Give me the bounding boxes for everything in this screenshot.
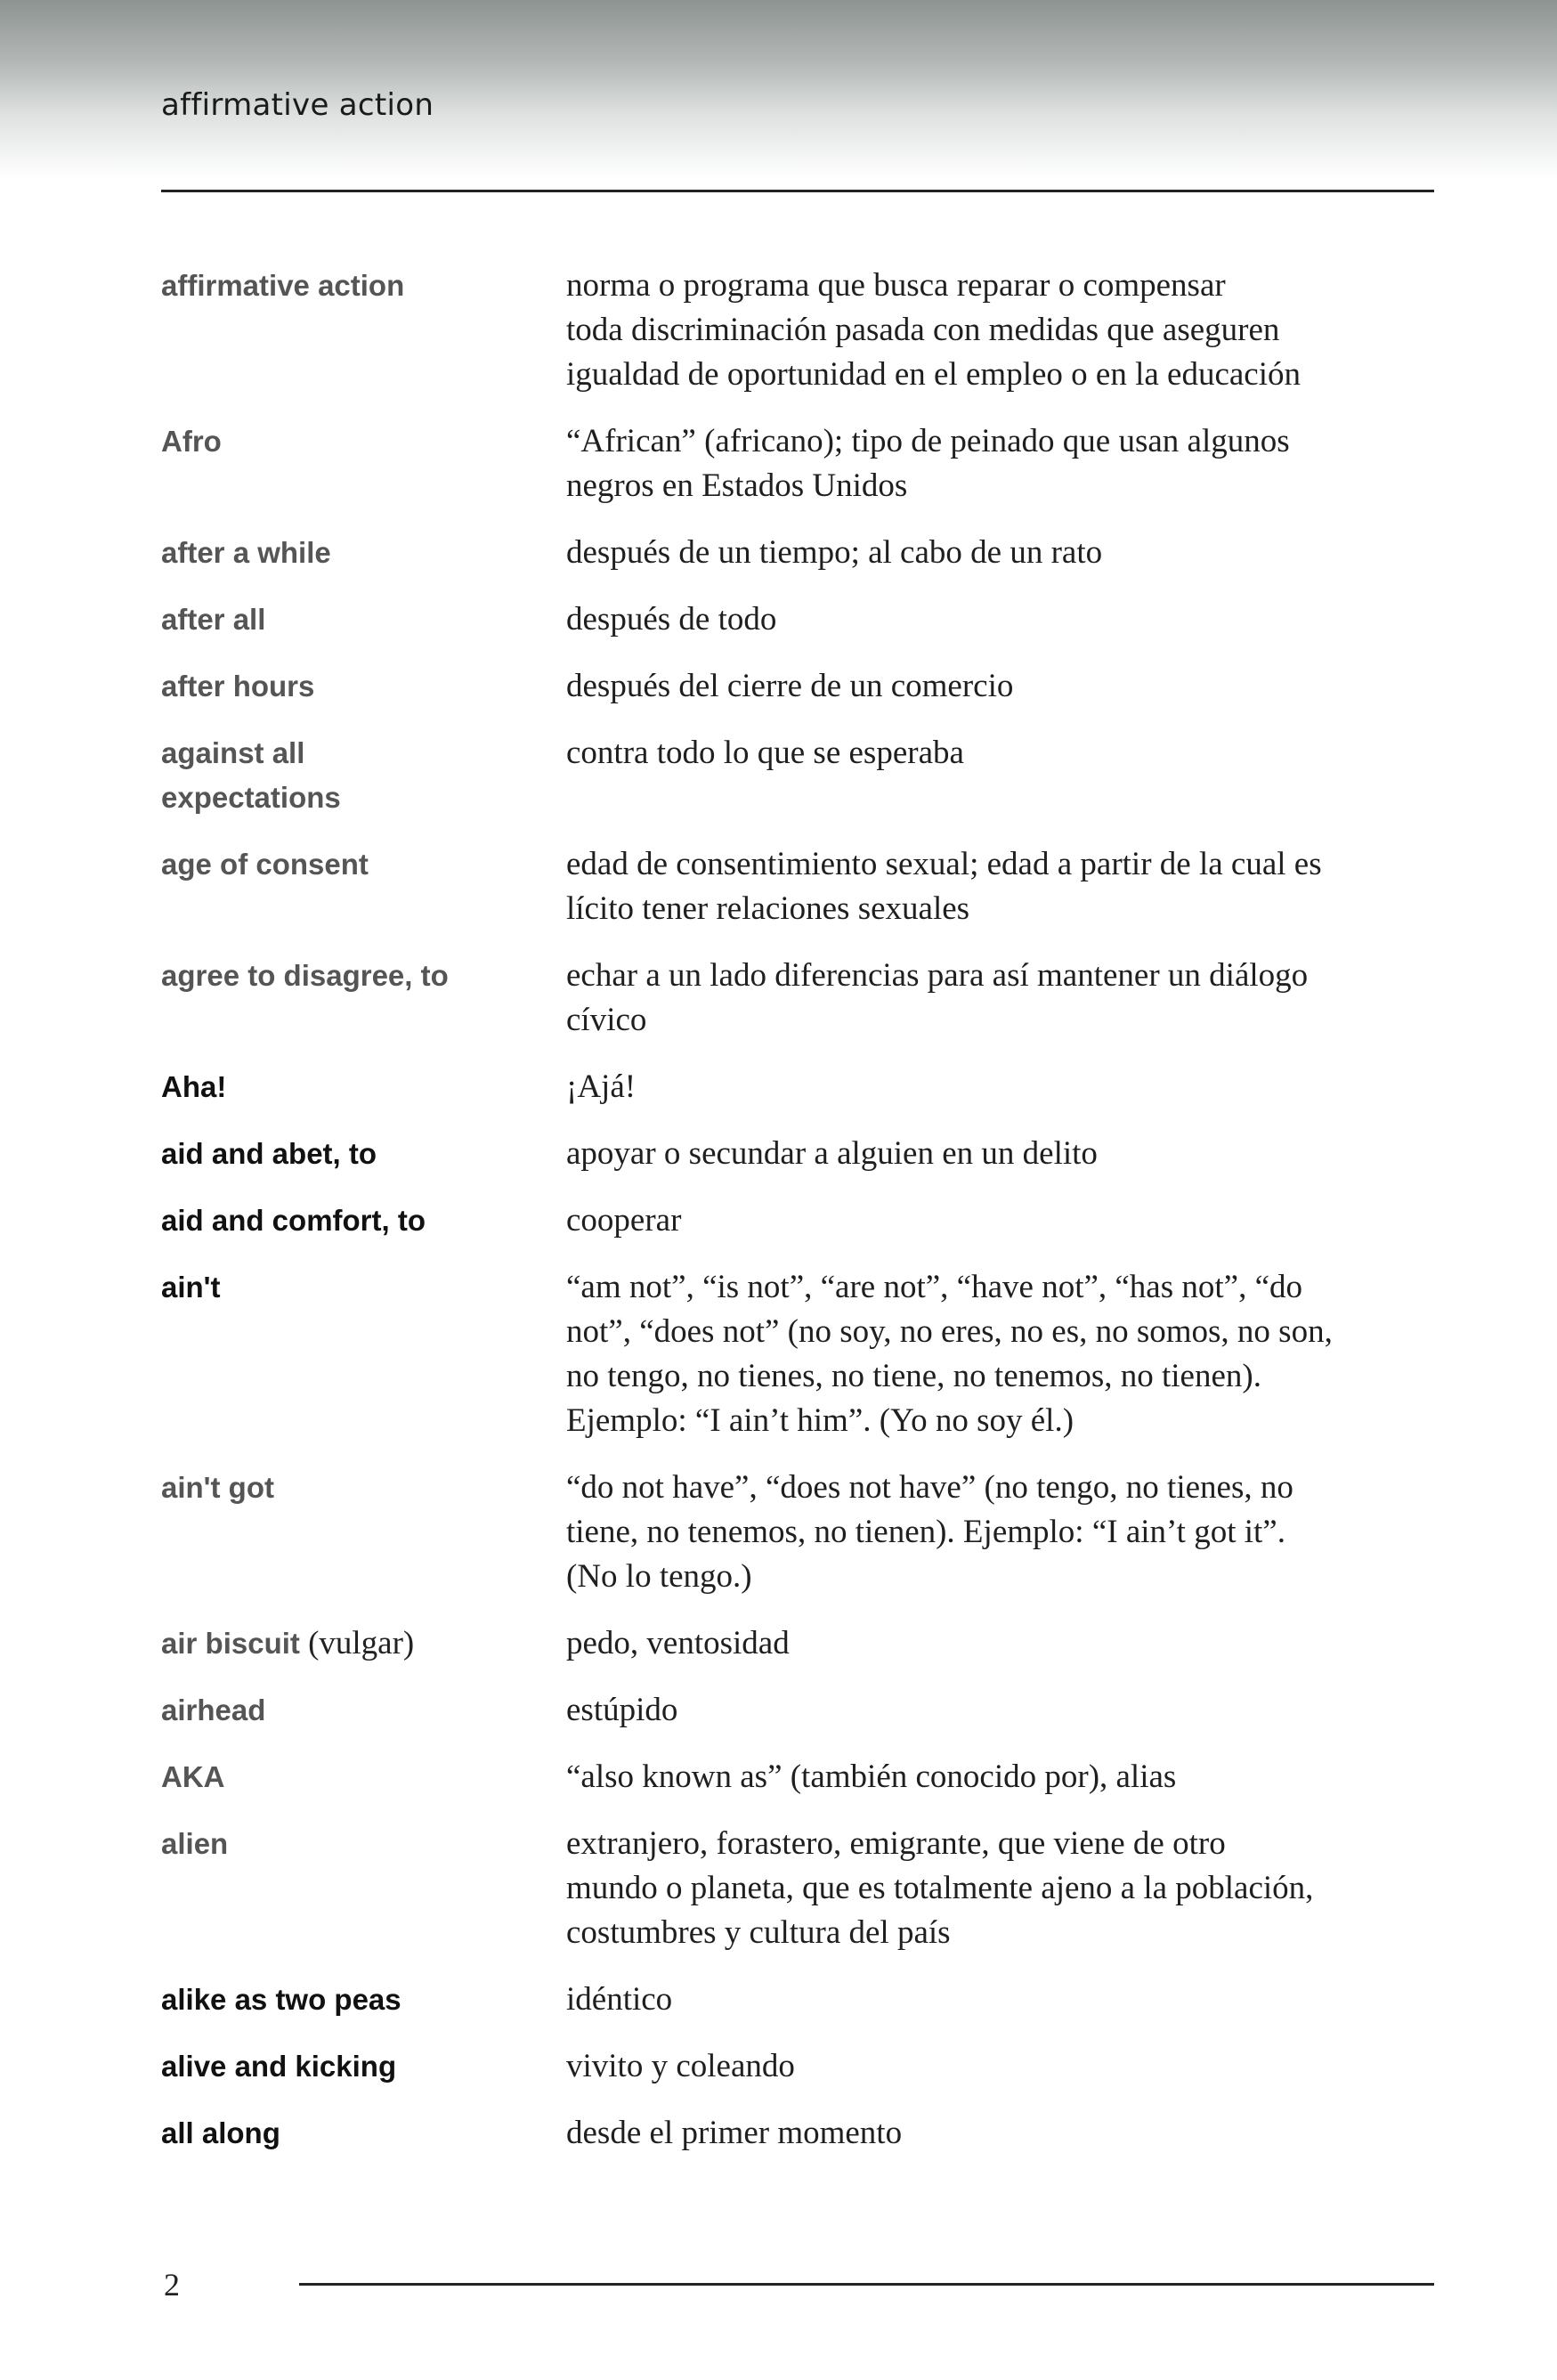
entry-term (161, 1978, 566, 2022)
entry-definition (566, 1132, 1098, 1176)
definition-line: norma o programa que busca reparar o compensar (566, 267, 1226, 304)
entry-term (161, 419, 566, 508)
definition-line: después del cierre de un comercio (566, 668, 1014, 704)
entry-term-text: Aha! (161, 1070, 227, 1103)
entry-term-text: all along (161, 2116, 280, 2149)
entry-term (161, 1755, 566, 1799)
entry-term-text: ain't (161, 1271, 221, 1304)
entry-term-text: alien (161, 1827, 229, 1860)
definition-line: tiene, no tenemos, no tienen). Ejemplo: “I ain’t got it”. (566, 1514, 1285, 1550)
entry-term (161, 531, 566, 575)
entry-term (161, 264, 566, 397)
entry-term-text: Afro (161, 425, 222, 458)
entry-definition (566, 1198, 681, 1243)
entry-term (161, 1265, 566, 1443)
glossary-entry (161, 264, 1443, 397)
definition-line: pedo, ventosidad (566, 1625, 790, 1661)
entry-term (161, 1466, 566, 1599)
entry-term (161, 2111, 566, 2156)
glossary-entry (161, 1065, 1443, 1109)
definition-line: “do not have”, “does not have” (no tengo, no tienes, no (566, 1469, 1293, 1506)
definition-line: ¡Ajá! (566, 1068, 637, 1105)
glossary-entry (161, 731, 1443, 820)
glossary-entry (161, 1688, 1443, 1733)
entry-term-text: aid and abet, to (161, 1137, 377, 1170)
entry-definition (566, 2111, 902, 2156)
definition-line: estúpido (566, 1692, 678, 1728)
running-head: affirmative action (161, 87, 434, 123)
entry-usage-note: (vulgar) (308, 1625, 415, 1661)
entry-term (161, 954, 566, 1043)
entry-term (161, 1822, 566, 1955)
entry-term-text: aid and comfort, to (161, 1204, 426, 1237)
entry-definition (566, 954, 1308, 1043)
entry-term (161, 1065, 566, 1109)
glossary-entry (161, 664, 1443, 709)
definition-line: no tengo, no tienes, no tiene, no tenemos, no tienen). (566, 1358, 1261, 1394)
entry-definition (566, 597, 776, 642)
glossary-entry (161, 1621, 1443, 1666)
entry-term-text: after hours (161, 670, 315, 703)
glossary-entry (161, 2111, 1443, 2156)
definition-line: idéntico (566, 1981, 673, 2018)
entry-term-text: airhead (161, 1694, 266, 1726)
glossary-entry (161, 842, 1443, 931)
entry-term-text: after all (161, 603, 266, 636)
definition-line: apoyar o secundar a alguien en un delito (566, 1135, 1098, 1172)
glossary-entries (161, 264, 1443, 2178)
page-number: 2 (164, 2267, 180, 2303)
entry-definition (566, 1978, 672, 2022)
entry-definition (566, 842, 1322, 931)
entry-definition (566, 664, 1013, 709)
entry-term-line: expectations (161, 781, 341, 814)
entry-definition (566, 1822, 1313, 1955)
entry-term (161, 1132, 566, 1176)
definition-line: lícito tener relaciones sexuales (566, 890, 970, 927)
header-rule (161, 190, 1434, 192)
entry-definition (566, 1621, 790, 1666)
entry-definition (566, 1755, 1176, 1799)
definition-line: igualdad de oportunidad en el empleo o en la educación (566, 356, 1302, 393)
entry-term-text: age of consent (161, 848, 369, 881)
entry-term (161, 1688, 566, 1733)
entry-term-text: air biscuit (161, 1627, 300, 1660)
entry-term (161, 664, 566, 709)
definition-line: echar a un lado diferencias para así mantener un diálogo (566, 957, 1309, 994)
entry-definition (566, 264, 1301, 397)
glossary-entry (161, 1755, 1443, 1799)
glossary-entry (161, 1132, 1443, 1176)
definition-line: “African” (africano); tipo de peinado que usan algunos (566, 423, 1290, 459)
definition-line: Ejemplo: “I ain’t him”. (Yo no soy él.) (566, 1402, 1074, 1439)
definition-line: (No lo tengo.) (566, 1558, 752, 1595)
glossary-entry (161, 1265, 1443, 1443)
entry-term-text: after a while (161, 536, 331, 569)
entry-term (161, 597, 566, 642)
entry-term-text: agree to disagree, to (161, 959, 449, 992)
glossary-entry (161, 419, 1443, 508)
entry-term (161, 1198, 566, 1243)
entry-definition (566, 419, 1290, 508)
entry-term (161, 842, 566, 931)
definition-line: cívico (566, 1002, 647, 1038)
definition-line: extranjero, forastero, emigrante, que viene de otro (566, 1825, 1226, 1862)
definition-line: toda discriminación pasada con medidas que aseguren (566, 312, 1280, 348)
entry-term (161, 2044, 566, 2089)
entry-term-text: affirmative action (161, 269, 405, 302)
glossary-entry (161, 1822, 1443, 1955)
entry-term (161, 731, 566, 820)
entry-term (161, 1621, 566, 1666)
definition-line: not”, “does not” (no soy, no eres, no es, no somos, no son, (566, 1313, 1333, 1350)
glossary-entry (161, 954, 1443, 1043)
definition-line: mundo o planeta, que es totalmente ajeno a la población, (566, 1870, 1314, 1906)
definition-line: “am not”, “is not”, “are not”, “have not”, “has not”, “do (566, 1269, 1303, 1305)
entry-term-line: against all (161, 736, 305, 769)
entry-definition (566, 731, 964, 820)
entry-term-text: alike as two peas (161, 1983, 401, 2016)
entry-term-text: ain't got (161, 1471, 274, 1504)
entry-term-text: alive and kicking (161, 2050, 397, 2083)
glossary-entry (161, 531, 1443, 575)
definition-line: negros en Estados Unidos (566, 467, 908, 504)
glossary-entry (161, 1466, 1443, 1599)
entry-definition (566, 1688, 677, 1733)
definition-line: desde el primer momento (566, 2115, 903, 2151)
entry-term-text: AKA (161, 1760, 225, 1793)
definition-line: vivito y coleando (566, 2048, 795, 2084)
definition-line (566, 776, 964, 820)
entry-definition (566, 1065, 636, 1109)
entry-definition (566, 2044, 795, 2089)
glossary-entry (161, 1978, 1443, 2022)
definition-line: edad de consentimiento sexual; edad a partir de la cual es (566, 846, 1322, 882)
glossary-entry (161, 597, 1443, 642)
definition-line: cooperar (566, 1202, 682, 1239)
glossary-entry (161, 1198, 1443, 1243)
glossary-entry (161, 2044, 1443, 2089)
entry-definition (566, 1466, 1293, 1599)
definition-line: después de un tiempo; al cabo de un rato (566, 534, 1103, 571)
definition-line: “also known as” (también conocido por), alias (566, 1759, 1177, 1795)
entry-definition (566, 1265, 1333, 1443)
entry-definition (566, 531, 1102, 575)
definition-line: contra todo lo que se esperaba (566, 735, 964, 771)
footer-rule (299, 2283, 1434, 2286)
definition-line: costumbres y cultura del país (566, 1914, 951, 1951)
definition-line: después de todo (566, 601, 777, 638)
